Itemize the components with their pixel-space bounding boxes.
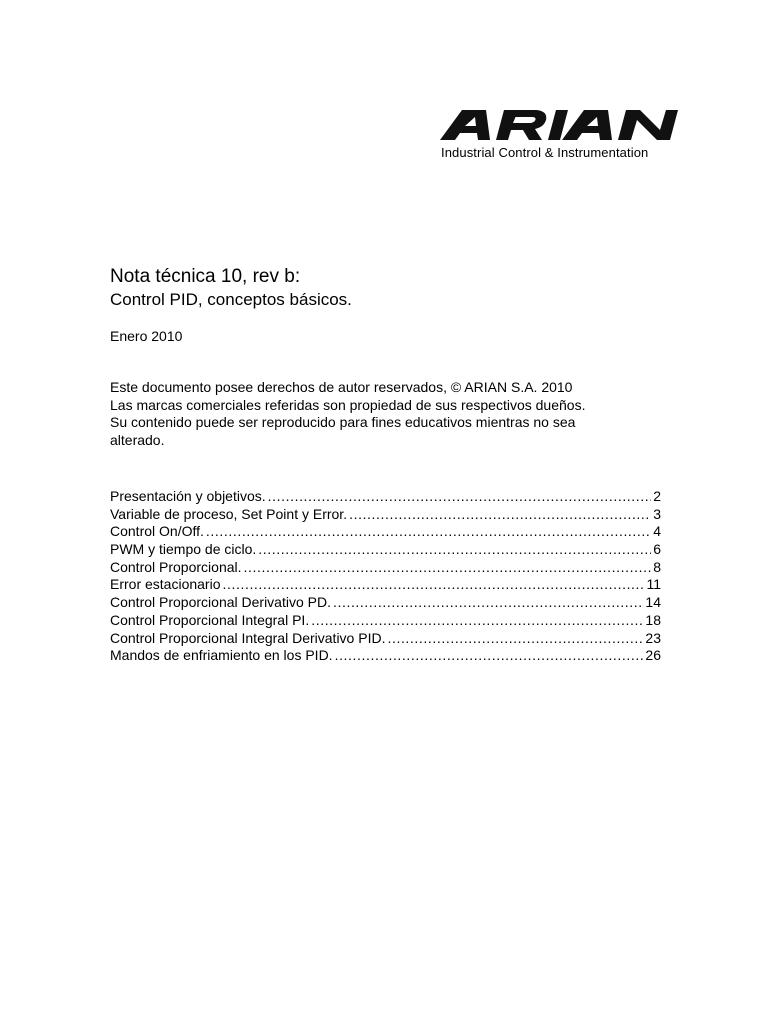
copyright-notice (110, 379, 670, 449)
toc-entry-page: 4 (653, 523, 661, 540)
document-title: Nota técnica 10, rev b: (110, 266, 301, 287)
toc-entry[interactable] (110, 594, 661, 612)
toc-entry-page: 18 (645, 611, 661, 628)
toc-entry-page: 8 (653, 558, 661, 575)
toc-entry-page: 2 (653, 488, 661, 504)
copyright-line: Las marcas comerciales referidas son propiedad de sus respectivos dueños. (110, 396, 586, 413)
toc-leader-dots (268, 488, 652, 506)
toc-entry[interactable] (110, 523, 661, 541)
toc-entry[interactable] (110, 488, 661, 506)
copyright-line: Su contenido puede ser reproducido para fines educativos mientras no sea (110, 414, 576, 430)
copyright-line: Este documento posee derechos de autor reservados, © ARIAN S.A. 2010 (110, 379, 573, 395)
table-of-contents (110, 488, 661, 665)
arian-logo (440, 108, 700, 164)
toc-entry[interactable] (110, 612, 661, 630)
toc-entry-title: Variable de proceso, Set Point y Error. (110, 505, 348, 522)
toc-entry-title: Control Proporcional Integral PI. (110, 611, 310, 628)
toc-entry-title: Control On/Off. (110, 523, 204, 540)
toc-leader-dots (349, 506, 651, 524)
toc-entry-title: Error estacionario (110, 576, 221, 593)
document-subtitle: Control PID, conceptos básicos. (110, 290, 352, 309)
toc-leader-dots (206, 523, 651, 541)
toc-entry-title: Control Proporcional Integral Derivativo PID. (110, 629, 386, 646)
toc-entry-page: 23 (645, 629, 661, 646)
toc-entry-title: Control Proporcional Derivativo PD. (110, 594, 331, 611)
toc-leader-dots (223, 576, 645, 594)
toc-entry-page: 3 (653, 505, 661, 522)
toc-entry[interactable] (110, 541, 661, 559)
arian-tagline: Industrial Control & Instrumentation (441, 145, 649, 160)
toc-entry-page: 14 (645, 594, 661, 611)
toc-leader-dots (258, 541, 651, 559)
toc-entry[interactable] (110, 576, 661, 594)
toc-leader-dots (335, 647, 644, 665)
toc-entry-page: 26 (645, 647, 661, 664)
toc-entry-title: PWM y tiempo de ciclo. (110, 541, 257, 558)
toc-entry[interactable] (110, 647, 661, 665)
document-date: Enero 2010 (110, 328, 183, 344)
toc-entry[interactable] (110, 630, 661, 648)
toc-entry-title: Control Proporcional. (110, 558, 242, 575)
arian-logo-wordmark (440, 108, 698, 140)
toc-entry-title: Mandos de enfriamiento en los PID. (110, 647, 333, 664)
toc-entry-page: 6 (653, 541, 661, 558)
toc-leader-dots (387, 630, 643, 648)
toc-entry[interactable] (110, 559, 661, 577)
copyright-line: alterado. (110, 431, 165, 448)
toc-leader-dots (244, 559, 652, 577)
toc-leader-dots (311, 612, 643, 630)
toc-entry[interactable] (110, 506, 661, 524)
toc-entry-title: Presentación y objetivos. (110, 488, 266, 504)
toc-leader-dots (333, 594, 643, 612)
toc-entry-page: 11 (646, 576, 661, 593)
